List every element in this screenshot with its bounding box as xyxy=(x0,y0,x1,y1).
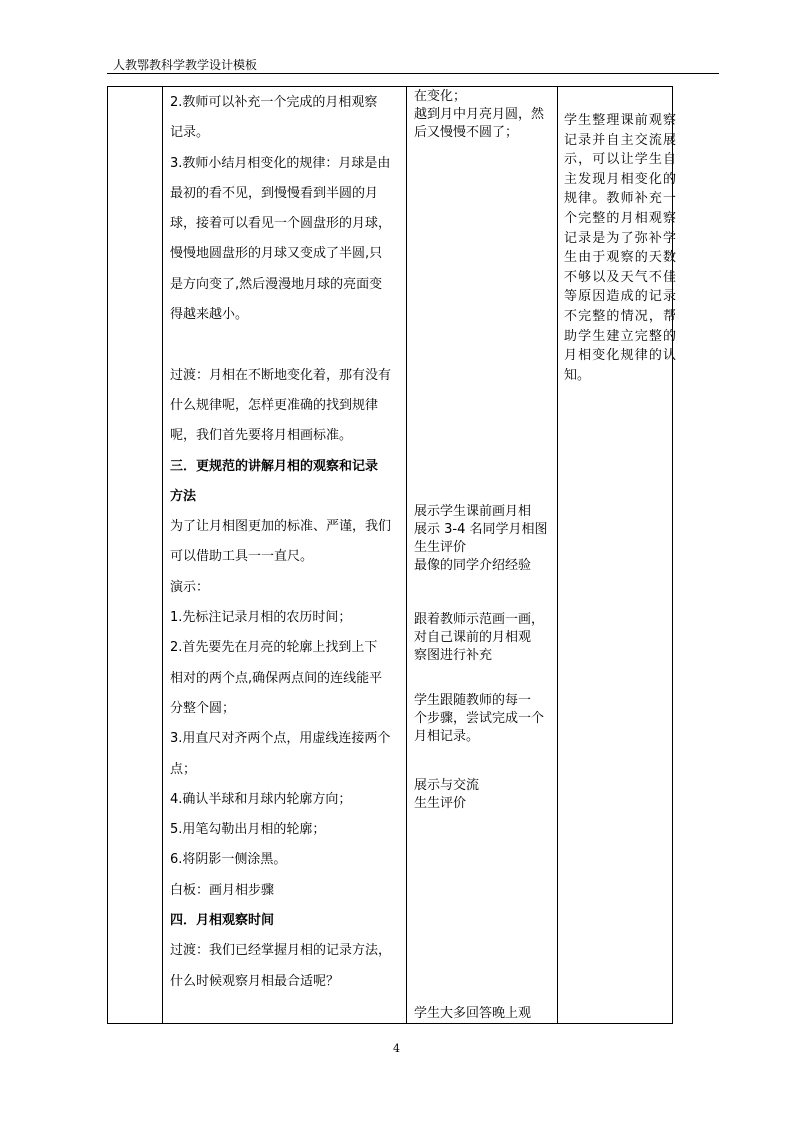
header-rule xyxy=(107,73,719,74)
text-line: 分整个圆； xyxy=(170,700,236,716)
text-line: 可以借助工具一一直尺。 xyxy=(170,549,314,565)
section-heading: 三．更规范的讲解月相的观察和记录 xyxy=(170,458,379,474)
text-line: 1.先标注记录月相的农历时间； xyxy=(170,610,352,626)
text-line: 什么时候观察月相最合适呢？ xyxy=(170,973,340,989)
text-line: 2.教师可以补充一个完成的月相观察 xyxy=(170,95,378,110)
page-number: 4 xyxy=(393,1042,400,1055)
student-activity-block-6 xyxy=(414,1005,556,1023)
text-line: 越到月中月亮月圆，然 xyxy=(414,107,545,122)
text-line: 过渡：我们已经掌握月相的记录方法， xyxy=(170,943,392,959)
text-line: 月相记录。 xyxy=(414,729,480,744)
table-bottom-border xyxy=(107,1023,673,1024)
text-line: 白板：画月相步骤 xyxy=(170,882,275,898)
table-left-border xyxy=(107,86,108,1024)
text-line: 3.教师小结月相变化的规律：月球是由 xyxy=(170,155,391,171)
text-line: 对自己课前的月相观 xyxy=(414,630,532,645)
text-line: 点； xyxy=(170,761,197,777)
text-line: 过渡：月相在不断地变化着，那有没有 xyxy=(170,367,392,383)
text-line: 3.用直尺对齐两个点，用虚线连接两个 xyxy=(170,731,391,747)
text-line: 展示与交流 xyxy=(414,778,480,793)
col3-divider xyxy=(557,86,558,1024)
text-line: 2.首先要先在月亮的轮廓上找到上下 xyxy=(170,640,378,656)
text-line: 是方向变了,然后漫漫地月球的亮面变 xyxy=(170,276,383,292)
text-line: 呢，我们首先要将月相画标准。 xyxy=(170,428,353,444)
text-line: 相对的两个点,确保两点间的连线能平 xyxy=(170,670,383,686)
student-activity-block-2 xyxy=(414,503,556,575)
text-line: 慢慢地圆盘形的月球又变成了半圆,只 xyxy=(170,246,383,262)
text-line: 4.确认半球和月球内轮廓方向； xyxy=(170,791,352,807)
section-heading: 方法 xyxy=(170,488,197,504)
text-line: 跟着教师示范画一画， xyxy=(414,612,545,627)
section-heading: 四．月相观察时间 xyxy=(170,913,275,929)
text-line: 学生跟随教师的每一 xyxy=(414,693,532,708)
text-line: 球，接着可以看见一个圆盘形的月球， xyxy=(170,216,392,232)
text-line: 演示： xyxy=(170,579,210,595)
text-line: 在变化； xyxy=(414,89,467,104)
student-activity-block-1 xyxy=(414,88,556,142)
table-top-border xyxy=(107,86,673,87)
text-line: 最初的看不见，到慢慢看到半圆的月 xyxy=(170,185,379,201)
text-line: 学生大多回答晚上观 xyxy=(414,1006,532,1021)
design-intent-text: 学生整理课前观察记录并自主交流展示，可以让学生自主发现月相变化的规律。教师补充一个完整的月相观察记录是为了弥补学生由于观察的天数不够以及天气不佳等原因造成的记录不完整的情况，帮助学生建立完整的月相变化规律的认知。 xyxy=(564,113,676,383)
text-line: 展示 3-4 名同学月相图 xyxy=(414,522,548,537)
text-line: 6.将阴影一侧涂黑。 xyxy=(170,852,287,868)
text-line: 生生评价 xyxy=(414,796,467,811)
text-line: 察图进行补充 xyxy=(414,648,493,663)
col2-divider xyxy=(406,86,407,1024)
text-line: 5.用笔勾勒出月相的轮廓； xyxy=(170,822,326,838)
text-line: 后又慢慢不圆了； xyxy=(414,125,519,140)
student-activity-block-4 xyxy=(414,692,556,746)
text-line: 记录。 xyxy=(170,125,210,141)
header-title: 人教鄂教科学教学设计模板 xyxy=(113,58,258,72)
blank-line xyxy=(170,330,402,360)
student-activity-block-3 xyxy=(414,611,556,665)
text-line: 什么规律呢，怎样更准确的找到规律 xyxy=(170,397,379,413)
text-line: 得越来越小。 xyxy=(170,307,249,323)
text-line: 展示学生课前画月相 xyxy=(414,504,532,519)
text-line: 为了让月相图更加的标准、严谨，我们 xyxy=(170,519,392,535)
text-line: 最像的同学介绍经验 xyxy=(414,558,532,573)
student-activity-block-5 xyxy=(414,777,556,813)
col1-divider xyxy=(162,86,163,1024)
text-line: 个步骤，尝试完成一个 xyxy=(414,711,545,726)
text-line: 生生评价 xyxy=(414,540,467,555)
teacher-activity-column xyxy=(170,88,402,997)
